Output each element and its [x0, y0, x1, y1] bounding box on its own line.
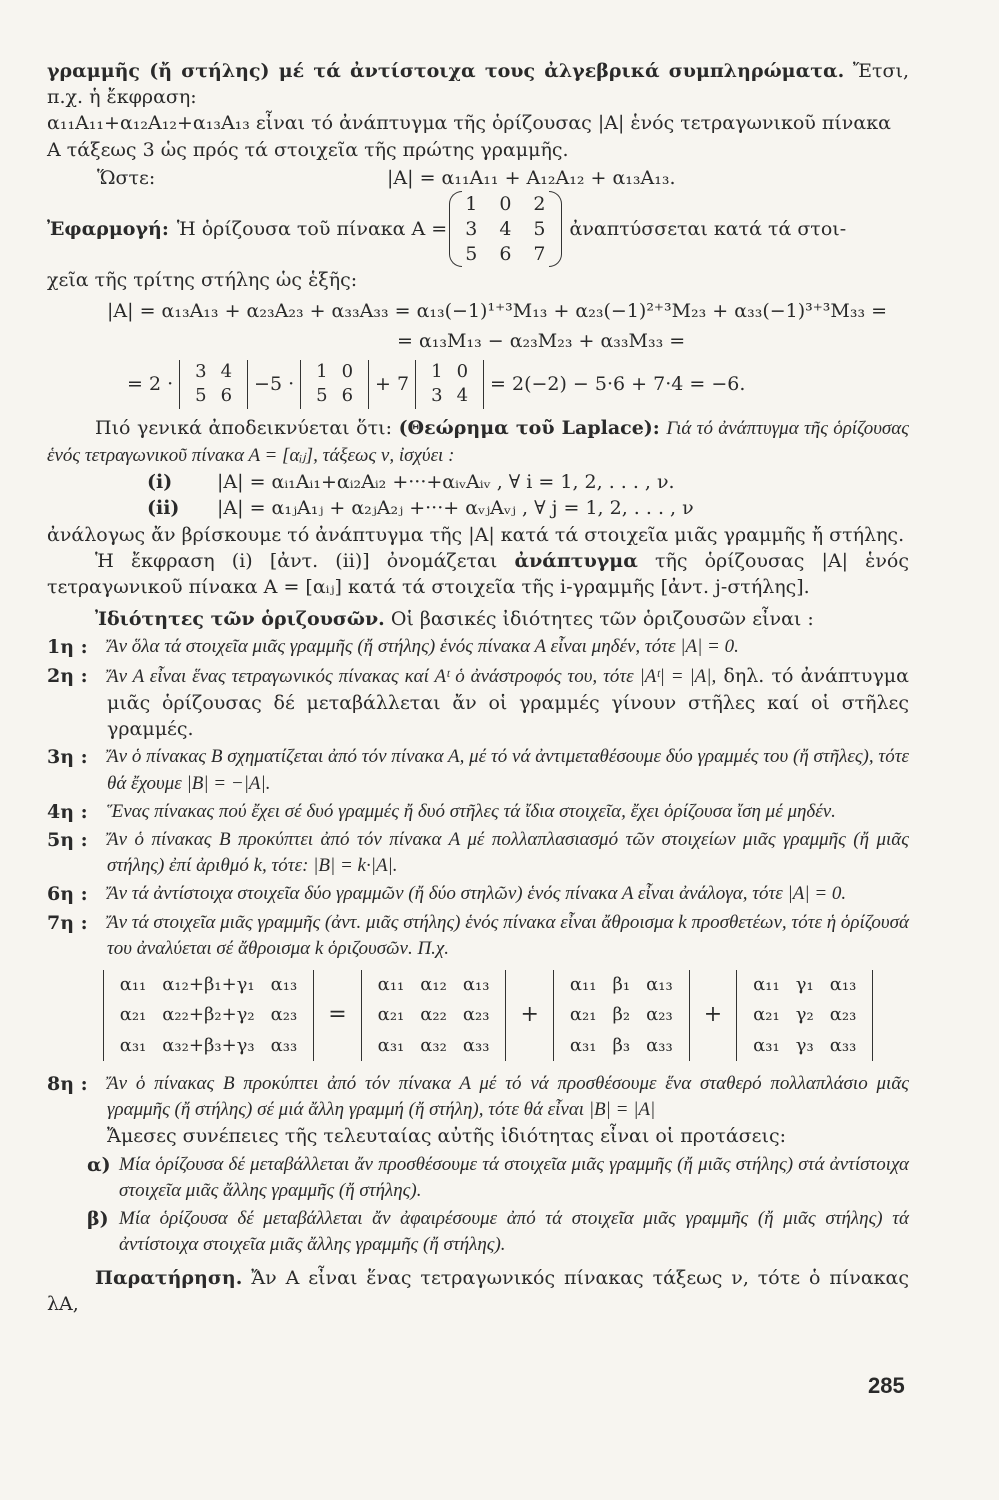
eq-line-1: |Α| = α₁₃Α₁₃ + α₂₃Α₂₃ + α₃₃Α₃₃ = α₁₃(−1)¹⁺³Μ₁₃ + α₂₃(−1)²⁺³Μ₂₃ + α₃₃(−1)³⁺³Μ₃₃ = — [107, 299, 888, 322]
page-body — [47, 58, 909, 1317]
alpha-text: Μία ὁρίζουσα δέ μεταβάλλεται ἄν προσθέσουμε τά στοιχεῖα μιᾶς γραμμῆς (ἤ μιᾶς στήλης) στά ἀντίστοιχα στοιχεῖα μιᾶς ἄλλης γραμμῆς (ἤ στήλης). — [119, 1153, 909, 1201]
laplace-paragraph — [47, 415, 909, 469]
remark — [47, 1265, 909, 1317]
sum-determinant-equation — [67, 970, 909, 1061]
sum-det-1: α₁₁ α₁₂+β₁+γ₁ α₁₃ α₂₁ α₂₂+β₂+γ₂ α₂₃ α₃₁ α₃₂+β₃+γ₃ α₃₃ — [103, 970, 315, 1061]
property-3 — [47, 744, 909, 796]
property-number: 5η : — [47, 829, 88, 852]
laplace-name: (Θεώρημα τοῦ Laplace): — [398, 416, 660, 439]
property-number: 7η : — [47, 911, 88, 934]
formula-i-text: |Α| = αᵢ₁Αᵢ₁+αᵢ₂Αᵢ₂ +···+αᵢᵥΑᵢᵥ , ∀ i = 1, 2, . . . , ν. — [217, 471, 675, 494]
property-number: 4η : — [47, 800, 88, 823]
property-text: Ἕνας πίνακας πού ἔχει σέ δυό γραμμές ἤ δυό στῆλες τά ἴδια στοιχεῖα, ἔχει ὁρίζουσα ἴση μέ μηδέν. — [107, 800, 836, 822]
matrix-a: 1 0 2 3 4 5 5 6 7 — [453, 191, 557, 267]
equals-sign: = — [328, 1002, 347, 1028]
property-text: Ἄν τά στοιχεῖα μιᾶς γραμμῆς (ἀντ. μιᾶς στήλης) ἑνός πίνακα εἶναι ἄθροισμα k προσθετέων, τότε ἡ ὁρίζουσά του ἀναλύεται σέ ἄθροισμα k ὁριζουσῶν. Π.χ. — [107, 911, 909, 959]
line-1 — [47, 58, 909, 110]
property-8 — [47, 1071, 909, 1123]
property-rest: δηλ. τό ἀνάπτυγμα μιᾶς ὁρίζουσας δέ μεταβάλλεται ἄν οἱ γραμμές γίνουν στῆλες καί οἱ στῆλες γραμμές. — [107, 664, 909, 741]
beta-text: Μία ὁρίζουσα δέ μεταβάλλεται ἄν ἀφαιρέσουμε ἀπό τά στοιχεῖα μιᾶς γραμμῆς (ἤ μιᾶς στήλης) τά ἀντίστοιχα στοιχεῖα μιᾶς ἄλλης γραμμῆς (ἤ στήλης). — [119, 1208, 909, 1256]
line-3: Α τάξεως 3 ὡς πρός τά στοιχεῖα τῆς πρώτης γραμμῆς. — [47, 138, 569, 161]
formula-ii-text: |Α| = α₁ⱼΑ₁ⱼ + α₂ⱼΑ₂ⱼ +···+ αᵥⱼΑᵥⱼ , ∀ j = 1, 2, . . . , ν — [217, 497, 694, 520]
formula-i — [47, 469, 909, 495]
analog-line: ἀνάλογως ἄν βρίσκουμε τό ἀνάπτυγμα τῆς |Α| κατά τά στοιχεῖα μιᾶς γραμμῆς ἤ στήλης. — [47, 523, 905, 546]
expr-text-1: Ἡ ἔκφραση (i) [ἀντ. (ii)] ὀνομάζεται — [95, 549, 498, 572]
remark-label: Παρατήρηση. — [95, 1266, 243, 1289]
property-text: Ἄν ὁ πίνακας Β προκύπτει ἀπό τόν πίνακα Α μέ τό νά προσθέσουμε ἕνα σταθερό πολλαπλάσιο μιᾶς γραμμῆς (ἤ στήλης) σέ μιά ἄλλη γραμμή (ἤ στήλη), τότε θά εἶναι |Β| = |Α| — [107, 1073, 909, 1121]
property-text: Ἄν Α εἶναι ἕνας τετραγωνικός πίνακας καί Αᵗ ὁ ἀνάστροφός του, τότε |Αᵗ| = |Α|, — [107, 665, 717, 687]
det-b: 1 0 5 6 — [300, 360, 369, 409]
det-a: 3 4 5 6 — [179, 360, 248, 409]
ote-formula: |Α| = α₁₁Α₁₁ + Α₁₂Α₁₂ + α₁₃Α₁₃. — [387, 166, 676, 189]
text: Ἔτσι, π.χ. ἡ ἔκφραση: — [47, 60, 909, 109]
det-c: 1 0 3 4 — [415, 360, 484, 409]
bold-intro: γραμμῆς (ἤ στήλης) μέ τά ἀντίστοιχα τους ἀλγεβρικά συμπληρώματα. — [47, 60, 845, 82]
property-1 — [47, 634, 909, 660]
remark-text: Ἄν Α εἶναι ἕνας τετραγωνικός πίνακας τάξεως ν, τότε ὁ πίνακας λΑ, — [47, 1266, 909, 1315]
property-text: Ἄν τά ἀντίστοιχα στοιχεῖα δύο γραμμῶν (ἤ δύο στηλῶν) ἑνός πίνακα Α εἶναι ἀνάλογα, τότε |Α| = 0. — [107, 883, 847, 905]
props-intro: Οἱ βασικές ἰδιότητες τῶν ὁριζουσῶν εἶναι : — [390, 608, 814, 631]
eq3-b: −5 · — [254, 373, 295, 396]
plus-sign: + — [703, 1002, 723, 1028]
property-number: 6η : — [47, 883, 88, 906]
consequences-intro: Ἄμεσες συνέπειες τῆς τελευταίας αὐτῆς ἰδιότητας εἶναι οἱ προτάσεις: — [107, 1125, 786, 1148]
line-app3: χεῖα τῆς τρίτης στήλης ὡς ἑξῆς: — [47, 269, 358, 292]
expr-paragraph — [47, 548, 909, 600]
ote-label: Ὥστε: — [97, 166, 156, 189]
formula-ii-label: (ii) — [147, 497, 180, 520]
property-5 — [47, 827, 909, 879]
property-text: Ἄν ὁ πίνακας Β προκύπτει ἀπό τόν πίνακα Α μέ πολλαπλασιασμό τῶν στοιχείων μιᾶς γραμμῆς (ἤ μιᾶς στήλης) ἐπί ἀριθμό k, τότε: |Β| = k·|Α|. — [107, 829, 909, 877]
sum-det-4: α₁₁ γ₁ α₁₃ α₂₁ γ₂ α₂₃ α₃₁ γ₃ α₃₃ — [736, 970, 873, 1061]
eq-line-2: = α₁₃Μ₁₃ − α₂₃Μ₂₃ + α₃₃Μ₃₃ = — [397, 329, 686, 352]
page-number: 285 — [868, 1373, 905, 1398]
expr-bold: ἀνάπτυγμα — [514, 549, 638, 572]
plus-sign: + — [520, 1002, 539, 1028]
alpha-label: α) — [87, 1153, 111, 1176]
property-7 — [47, 910, 909, 962]
proposition-beta — [47, 1206, 909, 1258]
sum-det-3: α₁₁ β₁ α₁₃ α₂₁ β₂ α₂₃ α₃₁ β₃ α₃₃ — [553, 970, 690, 1061]
formula-ii — [47, 495, 909, 521]
property-number: 1η : — [47, 636, 88, 659]
property-2 — [47, 663, 909, 743]
application-text-2: ἀναπτύσσεται κατά τά στοι- — [569, 218, 847, 241]
eq3-c: + 7 — [375, 373, 410, 396]
property-6 — [47, 881, 909, 907]
formula-i-label: (i) — [147, 471, 173, 494]
laplace-body: Γιά τό ἀνάπτυγμα τῆς ὁρίζουσας ἑνός τετραγωνικοῦ πίνακα Α = [αᵢⱼ], τάξεως ν, ἰσχύει : — [47, 417, 909, 466]
property-4 — [47, 799, 909, 825]
laplace-intro: Πιό γενικά ἀποδεικνύεται ὅτι: — [95, 416, 392, 439]
sum-det-2: α₁₁ α₁₂ α₁₃ α₂₁ α₂₂ α₂₃ α₃₁ α₃₂ α₃₃ — [361, 970, 507, 1061]
property-number: 8η : — [47, 1073, 88, 1095]
beta-label: β) — [87, 1208, 109, 1231]
property-number: 2η : — [47, 664, 88, 687]
application-label: Ἐφαρμογή: — [47, 218, 169, 241]
eq-line-3 — [47, 360, 909, 409]
application-line — [47, 191, 909, 267]
props-header — [47, 606, 909, 632]
application-text: Ἡ ὁρίζουσα τοῦ πίνακα Α = — [176, 218, 448, 241]
eq3-d: = 2(−2) − 5·6 + 7·4 = −6. — [490, 373, 746, 396]
ote-line — [47, 165, 909, 191]
expr-text-2: τῆς ὁρίζουσας |Α| ἑνός τετραγωνικοῦ πίνακα Α = [αᵢⱼ] κατά τά στοιχεῖα τῆς i-γραμμῆς [ἀντ. j-στήλης]. — [47, 549, 909, 599]
property-number: 3η : — [47, 746, 88, 769]
props-title: Ἰδιότητες τῶν ὁριζουσῶν. — [95, 608, 385, 631]
property-text: Ἄν ὁ πίνακας Β σχηματίζεται ἀπό τόν πίνακα Α, μέ τό νά ἀντιμεταθέσουμε δύο γραμμές του (ἤ στῆλες), τότε θά ἔχουμε |Β| = −|Α|. — [107, 746, 909, 794]
line-2: α₁₁Α₁₁+α₁₂Α₁₂+α₁₃Α₁₃ εἶναι τό ἀνάπτυγμα τῆς ὁρίζουσας |Α| ἑνός τετραγωνικοῦ πίνακα — [47, 112, 891, 135]
property-text: Ἄν ὅλα τά στοιχεῖα μιᾶς γραμμῆς (ἤ στήλης) ἑνός πίνακα Α εἶναι μηδέν, τότε |Α| = 0. — [107, 636, 739, 658]
proposition-alpha — [47, 1152, 909, 1204]
eq3-a: = 2 · — [127, 373, 174, 396]
